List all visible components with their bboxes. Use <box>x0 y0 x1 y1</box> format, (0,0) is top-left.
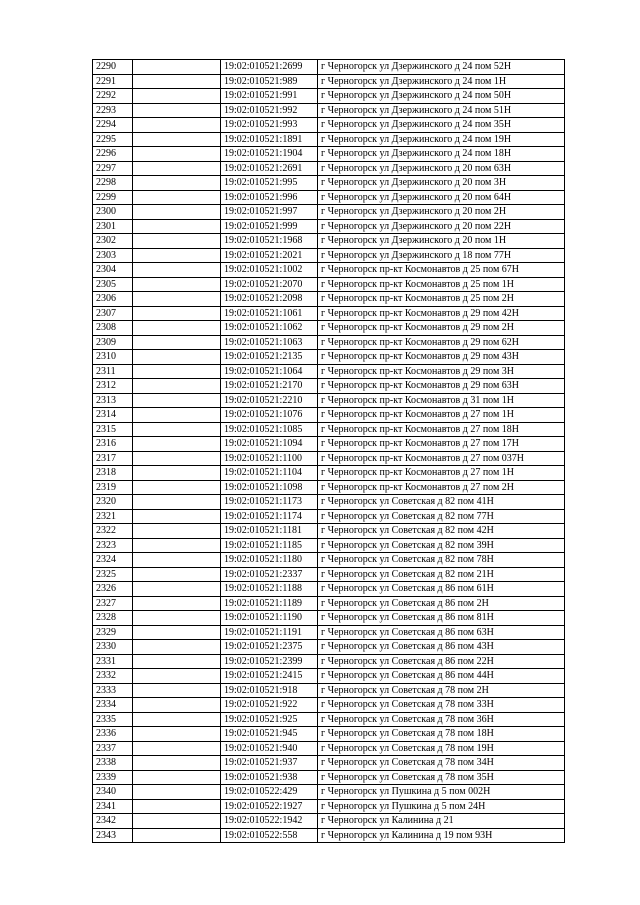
address-cell: г Черногорск ул Советская д 78 пом 19Н <box>318 741 565 756</box>
empty-cell <box>133 248 221 263</box>
empty-cell <box>133 640 221 655</box>
table-row <box>93 292 565 307</box>
address-cell: г Черногорск пр-кт Космонавтов д 29 пом 63Н <box>318 379 565 394</box>
row-number-cell: 2308 <box>93 321 133 336</box>
table-row <box>93 582 565 597</box>
empty-cell <box>133 161 221 176</box>
row-number-cell: 2298 <box>93 176 133 191</box>
address-cell: г Черногорск ул Советская д 78 пом 35Н <box>318 770 565 785</box>
table-row <box>93 219 565 234</box>
row-number-cell: 2323 <box>93 538 133 553</box>
table-row <box>93 60 565 75</box>
cadastral-number-cell: 19:02:010521:1180 <box>221 553 318 568</box>
row-number-cell: 2315 <box>93 422 133 437</box>
cadastral-number-cell: 19:02:010521:1061 <box>221 306 318 321</box>
table-row <box>93 611 565 626</box>
cadastral-number-cell: 19:02:010521:2699 <box>221 60 318 75</box>
cadastral-number-cell: 19:02:010522:1927 <box>221 799 318 814</box>
cadastral-number-cell: 19:02:010522:429 <box>221 785 318 800</box>
table-row <box>93 118 565 133</box>
row-number-cell: 2312 <box>93 379 133 394</box>
row-number-cell: 2313 <box>93 393 133 408</box>
address-cell: г Черногорск ул Дзержинского д 20 пом 3Н <box>318 176 565 191</box>
row-number-cell: 2316 <box>93 437 133 452</box>
table-row <box>93 756 565 771</box>
address-cell: г Черногорск ул Советская д 78 пом 36Н <box>318 712 565 727</box>
address-cell: г Черногорск ул Советская д 86 пом 61Н <box>318 582 565 597</box>
row-number-cell: 2332 <box>93 669 133 684</box>
row-number-cell: 2303 <box>93 248 133 263</box>
row-number-cell: 2293 <box>93 103 133 118</box>
table-row <box>93 538 565 553</box>
table-row <box>93 89 565 104</box>
cadastral-number-cell: 19:02:010521:2170 <box>221 379 318 394</box>
address-cell: г Черногорск ул Советская д 86 пом 44Н <box>318 669 565 684</box>
table-row <box>93 683 565 698</box>
empty-cell <box>133 147 221 162</box>
table-row <box>93 350 565 365</box>
address-cell: г Черногорск пр-кт Космонавтов д 25 пом 1Н <box>318 277 565 292</box>
cadastral-number-cell: 19:02:010521:1063 <box>221 335 318 350</box>
table-row <box>93 176 565 191</box>
row-number-cell: 2322 <box>93 524 133 539</box>
row-number-cell: 2340 <box>93 785 133 800</box>
address-cell: г Черногорск пр-кт Космонавтов д 27 пом 2Н <box>318 480 565 495</box>
row-number-cell: 2330 <box>93 640 133 655</box>
cadastral-number-cell: 19:02:010521:1185 <box>221 538 318 553</box>
address-cell: г Черногорск пр-кт Космонавтов д 27 пом 17Н <box>318 437 565 452</box>
empty-cell <box>133 190 221 205</box>
row-number-cell: 2317 <box>93 451 133 466</box>
table-row <box>93 814 565 829</box>
row-number-cell: 2301 <box>93 219 133 234</box>
table-row <box>93 451 565 466</box>
address-cell: г Черногорск пр-кт Космонавтов д 29 пом 2Н <box>318 321 565 336</box>
cadastral-number-cell: 19:02:010521:1002 <box>221 263 318 278</box>
empty-cell <box>133 785 221 800</box>
row-number-cell: 2325 <box>93 567 133 582</box>
address-cell: г Черногорск пр-кт Космонавтов д 29 пом 62Н <box>318 335 565 350</box>
table-row <box>93 263 565 278</box>
empty-cell <box>133 524 221 539</box>
table-row <box>93 74 565 89</box>
empty-cell <box>133 205 221 220</box>
cadastral-number-cell: 19:02:010522:558 <box>221 828 318 843</box>
cadastral-number-cell: 19:02:010521:2021 <box>221 248 318 263</box>
address-cell: г Черногорск ул Советская д 78 пом 18Н <box>318 727 565 742</box>
address-cell: г Черногорск ул Пушкина д 5 пом 002Н <box>318 785 565 800</box>
empty-cell <box>133 277 221 292</box>
table-row <box>93 770 565 785</box>
cadastral-number-cell: 19:02:010521:1094 <box>221 437 318 452</box>
table-row <box>93 277 565 292</box>
empty-cell <box>133 60 221 75</box>
row-number-cell: 2337 <box>93 741 133 756</box>
table-row <box>93 741 565 756</box>
address-cell: г Черногорск пр-кт Космонавтов д 27 пом 1Н <box>318 408 565 423</box>
address-cell: г Черногорск ул Дзержинского д 24 пом 52Н <box>318 60 565 75</box>
address-cell: г Черногорск пр-кт Космонавтов д 25 пом 67Н <box>318 263 565 278</box>
cadastral-number-cell: 19:02:010521:1904 <box>221 147 318 162</box>
table-row <box>93 509 565 524</box>
row-number-cell: 2307 <box>93 306 133 321</box>
empty-cell <box>133 393 221 408</box>
table-row <box>93 596 565 611</box>
address-cell: г Черногорск ул Дзержинского д 24 пом 50Н <box>318 89 565 104</box>
cadastral-number-cell: 19:02:010521:1100 <box>221 451 318 466</box>
empty-cell <box>133 828 221 843</box>
cadastral-number-cell: 19:02:010521:918 <box>221 683 318 698</box>
address-cell: г Черногорск пр-кт Космонавтов д 27 пом 1Н <box>318 466 565 481</box>
cadastral-number-cell: 19:02:010521:1098 <box>221 480 318 495</box>
address-cell: г Черногорск пр-кт Космонавтов д 29 пом 42Н <box>318 306 565 321</box>
row-number-cell: 2328 <box>93 611 133 626</box>
empty-cell <box>133 379 221 394</box>
row-number-cell: 2306 <box>93 292 133 307</box>
cadastral-number-cell: 19:02:010521:1174 <box>221 509 318 524</box>
empty-cell <box>133 234 221 249</box>
empty-cell <box>133 654 221 669</box>
cadastral-number-cell: 19:02:010521:999 <box>221 219 318 234</box>
cadastral-number-cell: 19:02:010521:1062 <box>221 321 318 336</box>
row-number-cell: 2342 <box>93 814 133 829</box>
row-number-cell: 2304 <box>93 263 133 278</box>
address-cell: г Черногорск пр-кт Космонавтов д 27 пом 037Н <box>318 451 565 466</box>
empty-cell <box>133 669 221 684</box>
address-cell: г Черногорск ул Калинина д 21 <box>318 814 565 829</box>
empty-cell <box>133 814 221 829</box>
row-number-cell: 2327 <box>93 596 133 611</box>
cadastral-number-cell: 19:02:010521:2375 <box>221 640 318 655</box>
address-cell: г Черногорск пр-кт Космонавтов д 29 пом 3Н <box>318 364 565 379</box>
empty-cell <box>133 567 221 582</box>
cadastral-number-cell: 19:02:010521:1188 <box>221 582 318 597</box>
cadastral-number-cell: 19:02:010521:945 <box>221 727 318 742</box>
address-cell: г Черногорск ул Дзержинского д 20 пом 22Н <box>318 219 565 234</box>
table-row <box>93 828 565 843</box>
table-row <box>93 727 565 742</box>
table-row <box>93 393 565 408</box>
cadastral-number-cell: 19:02:010521:940 <box>221 741 318 756</box>
cadastral-number-cell: 19:02:010521:992 <box>221 103 318 118</box>
row-number-cell: 2321 <box>93 509 133 524</box>
cadastral-number-cell: 19:02:010521:997 <box>221 205 318 220</box>
cadastral-number-cell: 19:02:010521:1189 <box>221 596 318 611</box>
table-row <box>93 103 565 118</box>
address-cell: г Черногорск ул Дзержинского д 24 пом 18Н <box>318 147 565 162</box>
cadastral-number-cell: 19:02:010521:996 <box>221 190 318 205</box>
table-row <box>93 147 565 162</box>
table-row <box>93 364 565 379</box>
table-row <box>93 422 565 437</box>
table-row <box>93 205 565 220</box>
empty-cell <box>133 350 221 365</box>
table-row <box>93 335 565 350</box>
cadastral-number-cell: 19:02:010521:2135 <box>221 350 318 365</box>
cadastral-number-cell: 19:02:010521:937 <box>221 756 318 771</box>
empty-cell <box>133 451 221 466</box>
address-cell: г Черногорск ул Дзержинского д 24 пом 1Н <box>318 74 565 89</box>
table-row <box>93 132 565 147</box>
table-row <box>93 480 565 495</box>
empty-cell <box>133 74 221 89</box>
table-row <box>93 321 565 336</box>
address-cell: г Черногорск ул Советская д 78 пом 33Н <box>318 698 565 713</box>
row-number-cell: 2336 <box>93 727 133 742</box>
row-number-cell: 2333 <box>93 683 133 698</box>
address-cell: г Черногорск ул Советская д 82 пом 21Н <box>318 567 565 582</box>
address-cell: г Черногорск ул Дзержинского д 20 пом 64Н <box>318 190 565 205</box>
cadastral-number-cell: 19:02:010521:1173 <box>221 495 318 510</box>
table-row <box>93 495 565 510</box>
table-row <box>93 567 565 582</box>
row-number-cell: 2324 <box>93 553 133 568</box>
row-number-cell: 2310 <box>93 350 133 365</box>
table-row <box>93 785 565 800</box>
empty-cell <box>133 538 221 553</box>
row-number-cell: 2295 <box>93 132 133 147</box>
empty-cell <box>133 480 221 495</box>
table-row <box>93 625 565 640</box>
empty-cell <box>133 727 221 742</box>
cadastral-number-cell: 19:02:010521:2415 <box>221 669 318 684</box>
empty-cell <box>133 321 221 336</box>
address-cell: г Черногорск ул Советская д 78 пом 2Н <box>318 683 565 698</box>
cadastral-number-cell: 19:02:010521:1104 <box>221 466 318 481</box>
cadastral-number-cell: 19:02:010521:2098 <box>221 292 318 307</box>
cadastral-number-cell: 19:02:010521:995 <box>221 176 318 191</box>
empty-cell <box>133 625 221 640</box>
row-number-cell: 2338 <box>93 756 133 771</box>
empty-cell <box>133 683 221 698</box>
address-cell: г Черногорск ул Дзержинского д 24 пом 35Н <box>318 118 565 133</box>
row-number-cell: 2311 <box>93 364 133 379</box>
empty-cell <box>133 364 221 379</box>
row-number-cell: 2329 <box>93 625 133 640</box>
empty-cell <box>133 770 221 785</box>
table-row <box>93 234 565 249</box>
empty-cell <box>133 756 221 771</box>
table-row <box>93 190 565 205</box>
empty-cell <box>133 741 221 756</box>
table-row <box>93 437 565 452</box>
empty-cell <box>133 698 221 713</box>
row-number-cell: 2319 <box>93 480 133 495</box>
empty-cell <box>133 799 221 814</box>
empty-cell <box>133 422 221 437</box>
table-row <box>93 698 565 713</box>
address-cell: г Черногорск ул Советская д 86 пом 2Н <box>318 596 565 611</box>
empty-cell <box>133 437 221 452</box>
address-cell: г Черногорск ул Дзержинского д 20 пом 1Н <box>318 234 565 249</box>
cadastral-number-cell: 19:02:010521:989 <box>221 74 318 89</box>
empty-cell <box>133 263 221 278</box>
table-row <box>93 379 565 394</box>
cadastral-number-cell: 19:02:010521:2070 <box>221 277 318 292</box>
row-number-cell: 2331 <box>93 654 133 669</box>
empty-cell <box>133 335 221 350</box>
address-cell: г Черногорск ул Советская д 82 пом 42Н <box>318 524 565 539</box>
row-number-cell: 2334 <box>93 698 133 713</box>
empty-cell <box>133 292 221 307</box>
row-number-cell: 2296 <box>93 147 133 162</box>
empty-cell <box>133 118 221 133</box>
address-cell: г Черногорск ул Советская д 82 пом 39Н <box>318 538 565 553</box>
table-row <box>93 248 565 263</box>
empty-cell <box>133 495 221 510</box>
cadastral-number-cell: 19:02:010521:1968 <box>221 234 318 249</box>
address-cell: г Черногорск ул Советская д 82 пом 41Н <box>318 495 565 510</box>
empty-cell <box>133 466 221 481</box>
row-number-cell: 2292 <box>93 89 133 104</box>
cadastral-number-cell: 19:02:010521:1190 <box>221 611 318 626</box>
table-row <box>93 669 565 684</box>
empty-cell <box>133 611 221 626</box>
address-cell: г Черногорск ул Советская д 82 пом 77Н <box>318 509 565 524</box>
cadastral-number-cell: 19:02:010521:1181 <box>221 524 318 539</box>
cadastral-number-cell: 19:02:010521:1064 <box>221 364 318 379</box>
row-number-cell: 2326 <box>93 582 133 597</box>
table-row <box>93 466 565 481</box>
row-number-cell: 2291 <box>93 74 133 89</box>
empty-cell <box>133 582 221 597</box>
row-number-cell: 2335 <box>93 712 133 727</box>
address-cell: г Черногорск ул Дзержинского д 24 пом 51Н <box>318 103 565 118</box>
table-row <box>93 640 565 655</box>
table-row <box>93 799 565 814</box>
row-number-cell: 2294 <box>93 118 133 133</box>
row-number-cell: 2314 <box>93 408 133 423</box>
table-row <box>93 408 565 423</box>
table-row <box>93 161 565 176</box>
table-row <box>93 712 565 727</box>
address-cell: г Черногорск ул Советская д 82 пом 78Н <box>318 553 565 568</box>
table-row <box>93 306 565 321</box>
row-number-cell: 2341 <box>93 799 133 814</box>
cadastral-number-cell: 19:02:010521:925 <box>221 712 318 727</box>
cadastral-number-cell: 19:02:010521:2691 <box>221 161 318 176</box>
address-cell: г Черногорск ул Пушкина д 5 пом 24Н <box>318 799 565 814</box>
empty-cell <box>133 103 221 118</box>
row-number-cell: 2343 <box>93 828 133 843</box>
registry-table-body <box>93 60 565 843</box>
row-number-cell: 2297 <box>93 161 133 176</box>
cadastral-number-cell: 19:02:010521:1891 <box>221 132 318 147</box>
address-cell: г Черногорск пр-кт Космонавтов д 31 пом 1Н <box>318 393 565 408</box>
empty-cell <box>133 596 221 611</box>
empty-cell <box>133 219 221 234</box>
cadastral-number-cell: 19:02:010522:1942 <box>221 814 318 829</box>
cadastral-number-cell: 19:02:010521:1076 <box>221 408 318 423</box>
address-cell: г Черногорск пр-кт Космонавтов д 25 пом 2Н <box>318 292 565 307</box>
row-number-cell: 2309 <box>93 335 133 350</box>
address-cell: г Черногорск ул Калинина д 19 пом 93Н <box>318 828 565 843</box>
row-number-cell: 2299 <box>93 190 133 205</box>
empty-cell <box>133 176 221 191</box>
address-cell: г Черногорск ул Советская д 86 пом 81Н <box>318 611 565 626</box>
cadastral-number-cell: 19:02:010521:2337 <box>221 567 318 582</box>
cadastral-number-cell: 19:02:010521:922 <box>221 698 318 713</box>
row-number-cell: 2290 <box>93 60 133 75</box>
address-cell: г Черногорск ул Дзержинского д 24 пом 19Н <box>318 132 565 147</box>
cadastral-number-cell: 19:02:010521:1085 <box>221 422 318 437</box>
table-row <box>93 524 565 539</box>
address-cell: г Черногорск ул Дзержинского д 18 пом 77Н <box>318 248 565 263</box>
cadastral-number-cell: 19:02:010521:938 <box>221 770 318 785</box>
table-row <box>93 553 565 568</box>
empty-cell <box>133 132 221 147</box>
property-registry-table <box>92 59 565 843</box>
cadastral-number-cell: 19:02:010521:2210 <box>221 393 318 408</box>
address-cell: г Черногорск пр-кт Космонавтов д 29 пом 43Н <box>318 350 565 365</box>
address-cell: г Черногорск ул Советская д 86 пом 63Н <box>318 625 565 640</box>
table-row <box>93 654 565 669</box>
address-cell: г Черногорск пр-кт Космонавтов д 27 пом 18Н <box>318 422 565 437</box>
empty-cell <box>133 89 221 104</box>
address-cell: г Черногорск ул Советская д 86 пом 22Н <box>318 654 565 669</box>
row-number-cell: 2339 <box>93 770 133 785</box>
address-cell: г Черногорск ул Дзержинского д 20 пом 2Н <box>318 205 565 220</box>
row-number-cell: 2305 <box>93 277 133 292</box>
row-number-cell: 2302 <box>93 234 133 249</box>
cadastral-number-cell: 19:02:010521:2399 <box>221 654 318 669</box>
empty-cell <box>133 712 221 727</box>
address-cell: г Черногорск ул Советская д 86 пом 43Н <box>318 640 565 655</box>
empty-cell <box>133 509 221 524</box>
address-cell: г Черногорск ул Дзержинского д 20 пом 63Н <box>318 161 565 176</box>
address-cell: г Черногорск ул Советская д 78 пом 34Н <box>318 756 565 771</box>
row-number-cell: 2320 <box>93 495 133 510</box>
empty-cell <box>133 553 221 568</box>
row-number-cell: 2318 <box>93 466 133 481</box>
cadastral-number-cell: 19:02:010521:993 <box>221 118 318 133</box>
empty-cell <box>133 408 221 423</box>
cadastral-number-cell: 19:02:010521:991 <box>221 89 318 104</box>
empty-cell <box>133 306 221 321</box>
cadastral-number-cell: 19:02:010521:1191 <box>221 625 318 640</box>
row-number-cell: 2300 <box>93 205 133 220</box>
